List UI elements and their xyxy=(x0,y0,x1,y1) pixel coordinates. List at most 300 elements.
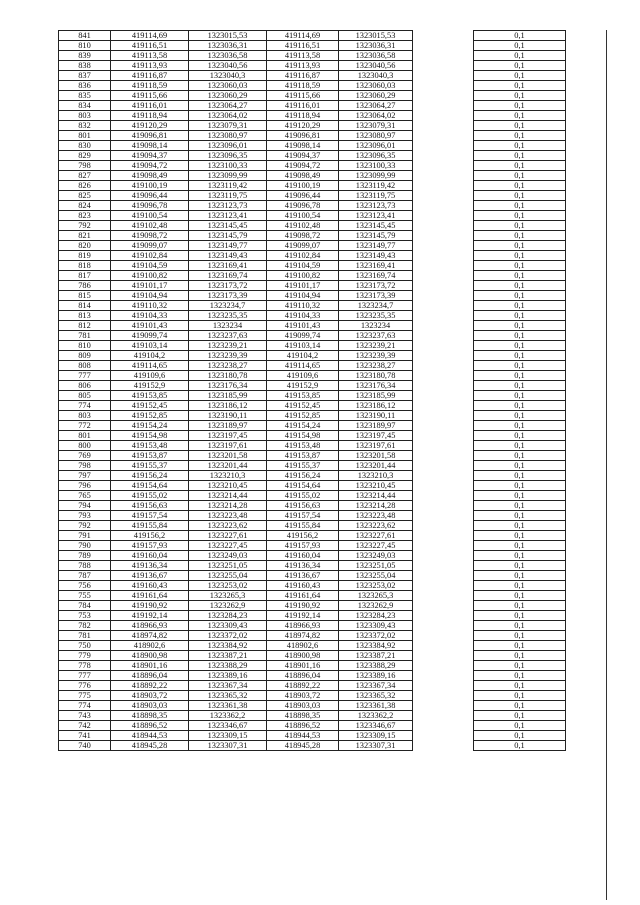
x-cell: 419190,92 xyxy=(267,601,339,611)
x-cell: 419154,98 xyxy=(267,431,339,441)
x-cell: 419104,2 xyxy=(111,351,189,361)
accuracy-cell: 0,1 xyxy=(474,141,566,151)
accuracy-cell: 0,1 xyxy=(474,91,566,101)
table-row xyxy=(59,491,566,501)
y-cell: 1323015,53 xyxy=(339,31,413,41)
x-cell: 419101,17 xyxy=(267,281,339,291)
y-cell: 1323079,31 xyxy=(189,121,267,131)
table-row xyxy=(59,551,566,561)
table-row xyxy=(59,571,566,581)
point-number-cell: 772 xyxy=(59,421,111,431)
y-cell: 1323185,99 xyxy=(189,391,267,401)
accuracy-cell: 0,1 xyxy=(474,321,566,331)
point-number-cell: 836 xyxy=(59,81,111,91)
point-number-cell: 777 xyxy=(59,671,111,681)
y-cell: 1323239,39 xyxy=(339,351,413,361)
table-row xyxy=(59,201,566,211)
x-cell: 418945,28 xyxy=(267,741,339,751)
table-row xyxy=(59,741,566,751)
table-row xyxy=(59,371,566,381)
y-cell: 1323234,7 xyxy=(339,301,413,311)
x-cell: 419114,65 xyxy=(111,361,189,371)
x-cell: 419098,49 xyxy=(267,171,339,181)
y-cell: 1323227,45 xyxy=(189,541,267,551)
x-cell: 419160,04 xyxy=(111,551,189,561)
y-cell: 1323223,62 xyxy=(189,521,267,531)
y-cell: 1323096,35 xyxy=(189,151,267,161)
table-row xyxy=(59,191,566,201)
y-cell: 1323389,16 xyxy=(339,671,413,681)
point-number-cell: 815 xyxy=(59,291,111,301)
spacer-cell xyxy=(413,181,474,191)
x-cell: 418901,16 xyxy=(267,661,339,671)
x-cell: 419096,78 xyxy=(111,201,189,211)
x-cell: 419094,72 xyxy=(267,161,339,171)
spacer-cell xyxy=(413,131,474,141)
y-cell: 1323367,34 xyxy=(189,681,267,691)
x-cell: 419115,66 xyxy=(111,91,189,101)
x-cell: 419118,59 xyxy=(267,81,339,91)
spacer-cell xyxy=(413,281,474,291)
x-cell: 419096,44 xyxy=(267,191,339,201)
x-cell: 419100,19 xyxy=(267,181,339,191)
point-number-cell: 765 xyxy=(59,491,111,501)
spacer-cell xyxy=(413,201,474,211)
y-cell: 1323362,2 xyxy=(189,711,267,721)
x-cell: 419113,58 xyxy=(267,51,339,61)
table-row xyxy=(59,681,566,691)
table-row xyxy=(59,31,566,41)
x-cell: 418898,35 xyxy=(267,711,339,721)
x-cell: 419115,66 xyxy=(267,91,339,101)
point-number-cell: 792 xyxy=(59,221,111,231)
table-row xyxy=(59,351,566,361)
y-cell: 1323036,58 xyxy=(339,51,413,61)
point-number-cell: 820 xyxy=(59,241,111,251)
y-cell: 1323253,02 xyxy=(189,581,267,591)
accuracy-cell: 0,1 xyxy=(474,581,566,591)
x-cell: 419100,54 xyxy=(111,211,189,221)
x-cell: 419102,48 xyxy=(111,221,189,231)
point-number-cell: 800 xyxy=(59,441,111,451)
y-cell: 1323099,99 xyxy=(189,171,267,181)
y-cell: 1323123,41 xyxy=(189,211,267,221)
table-row xyxy=(59,91,566,101)
x-cell: 419094,72 xyxy=(111,161,189,171)
table-row xyxy=(59,231,566,241)
y-cell: 1323186,12 xyxy=(189,401,267,411)
spacer-cell xyxy=(413,401,474,411)
point-number-cell: 838 xyxy=(59,61,111,71)
x-cell: 418903,72 xyxy=(267,691,339,701)
accuracy-cell: 0,1 xyxy=(474,411,566,421)
point-number-cell: 791 xyxy=(59,531,111,541)
spacer-cell xyxy=(413,121,474,131)
x-cell: 419120,29 xyxy=(111,121,189,131)
x-cell: 418903,72 xyxy=(111,691,189,701)
y-cell: 1323365,32 xyxy=(339,691,413,701)
accuracy-cell: 0,1 xyxy=(474,271,566,281)
y-cell: 1323214,44 xyxy=(339,491,413,501)
table-row xyxy=(59,411,566,421)
x-cell: 419102,48 xyxy=(267,221,339,231)
table-row xyxy=(59,691,566,701)
accuracy-cell: 0,1 xyxy=(474,421,566,431)
x-cell: 419136,67 xyxy=(111,571,189,581)
spacer-cell xyxy=(413,681,474,691)
y-cell: 1323173,39 xyxy=(189,291,267,301)
accuracy-cell: 0,1 xyxy=(474,531,566,541)
x-cell: 419152,9 xyxy=(111,381,189,391)
y-cell: 1323036,58 xyxy=(189,51,267,61)
table-row xyxy=(59,581,566,591)
x-cell: 419154,24 xyxy=(267,421,339,431)
x-cell: 418892,22 xyxy=(267,681,339,691)
accuracy-cell: 0,1 xyxy=(474,181,566,191)
spacer-cell xyxy=(413,491,474,501)
y-cell: 1323119,42 xyxy=(189,181,267,191)
x-cell: 419116,51 xyxy=(111,41,189,51)
y-cell: 1323149,43 xyxy=(339,251,413,261)
x-cell: 419157,93 xyxy=(111,541,189,551)
spacer-cell xyxy=(413,741,474,751)
point-number-cell: 823 xyxy=(59,211,111,221)
point-number-cell: 809 xyxy=(59,351,111,361)
x-cell: 419155,02 xyxy=(111,491,189,501)
accuracy-cell: 0,1 xyxy=(474,71,566,81)
table-row xyxy=(59,241,566,251)
table-row xyxy=(59,441,566,451)
accuracy-cell: 0,1 xyxy=(474,701,566,711)
y-cell: 1323123,73 xyxy=(339,201,413,211)
x-cell: 419113,93 xyxy=(267,61,339,71)
spacer-cell xyxy=(413,151,474,161)
spacer-cell xyxy=(413,581,474,591)
y-cell: 1323362,2 xyxy=(339,711,413,721)
spacer-cell xyxy=(413,711,474,721)
table-row xyxy=(59,111,566,121)
accuracy-cell: 0,1 xyxy=(474,561,566,571)
table-row xyxy=(59,41,566,51)
x-cell: 419118,59 xyxy=(111,81,189,91)
point-number-cell: 792 xyxy=(59,521,111,531)
x-cell: 419156,24 xyxy=(111,471,189,481)
table-row xyxy=(59,321,566,331)
point-number-cell: 796 xyxy=(59,481,111,491)
point-number-cell: 784 xyxy=(59,601,111,611)
spacer-cell xyxy=(413,51,474,61)
spacer-cell xyxy=(413,381,474,391)
point-number-cell: 794 xyxy=(59,501,111,511)
accuracy-cell: 0,1 xyxy=(474,441,566,451)
x-cell: 419136,67 xyxy=(267,571,339,581)
x-cell: 419157,54 xyxy=(267,511,339,521)
spacer-cell xyxy=(413,301,474,311)
accuracy-cell: 0,1 xyxy=(474,571,566,581)
coordinates-table xyxy=(58,30,566,751)
point-number-cell: 803 xyxy=(59,411,111,421)
accuracy-cell: 0,1 xyxy=(474,681,566,691)
accuracy-cell: 0,1 xyxy=(474,391,566,401)
accuracy-cell: 0,1 xyxy=(474,301,566,311)
y-cell: 1323367,34 xyxy=(339,681,413,691)
y-cell: 1323197,45 xyxy=(189,431,267,441)
spacer-cell xyxy=(413,251,474,261)
x-cell: 419096,44 xyxy=(111,191,189,201)
spacer-cell xyxy=(413,211,474,221)
accuracy-cell: 0,1 xyxy=(474,541,566,551)
x-cell: 418896,04 xyxy=(267,671,339,681)
x-cell: 419116,01 xyxy=(111,101,189,111)
y-cell: 1323060,03 xyxy=(339,81,413,91)
table-row xyxy=(59,151,566,161)
x-cell: 418966,93 xyxy=(267,621,339,631)
y-cell: 1323223,62 xyxy=(339,521,413,531)
y-cell: 1323040,56 xyxy=(189,61,267,71)
y-cell: 1323214,28 xyxy=(189,501,267,511)
x-cell: 419116,01 xyxy=(267,101,339,111)
x-cell: 419113,58 xyxy=(111,51,189,61)
y-cell: 1323346,67 xyxy=(189,721,267,731)
table-row xyxy=(59,521,566,531)
spacer-cell xyxy=(413,621,474,631)
x-cell: 419104,59 xyxy=(111,261,189,271)
point-number-cell: 786 xyxy=(59,281,111,291)
table-row xyxy=(59,631,566,641)
y-cell: 1323119,75 xyxy=(339,191,413,201)
x-cell: 419098,72 xyxy=(267,231,339,241)
accuracy-cell: 0,1 xyxy=(474,101,566,111)
x-cell: 419104,2 xyxy=(267,351,339,361)
x-cell: 419096,78 xyxy=(267,201,339,211)
y-cell: 1323060,29 xyxy=(189,91,267,101)
x-cell: 419160,04 xyxy=(267,551,339,561)
x-cell: 418896,04 xyxy=(111,671,189,681)
accuracy-cell: 0,1 xyxy=(474,81,566,91)
table-row xyxy=(59,391,566,401)
x-cell: 419157,93 xyxy=(267,541,339,551)
spacer-cell xyxy=(413,671,474,681)
spacer-cell xyxy=(413,291,474,301)
y-cell: 1323190,11 xyxy=(189,411,267,421)
y-cell: 1323079,31 xyxy=(339,121,413,131)
x-cell: 419152,85 xyxy=(267,411,339,421)
y-cell: 1323223,48 xyxy=(339,511,413,521)
y-cell: 1323173,39 xyxy=(339,291,413,301)
x-cell: 418900,98 xyxy=(111,651,189,661)
y-cell: 1323149,77 xyxy=(189,241,267,251)
y-cell: 1323265,3 xyxy=(339,591,413,601)
spacer-cell xyxy=(413,691,474,701)
x-cell: 419110,32 xyxy=(111,301,189,311)
accuracy-cell: 0,1 xyxy=(474,201,566,211)
y-cell: 1323372,02 xyxy=(189,631,267,641)
point-number-cell: 817 xyxy=(59,271,111,281)
x-cell: 419120,29 xyxy=(267,121,339,131)
table-row xyxy=(59,131,566,141)
point-number-cell: 798 xyxy=(59,161,111,171)
y-cell: 1323251,05 xyxy=(339,561,413,571)
x-cell: 419153,48 xyxy=(111,441,189,451)
x-cell: 419101,17 xyxy=(111,281,189,291)
accuracy-cell: 0,1 xyxy=(474,361,566,371)
point-number-cell: 775 xyxy=(59,691,111,701)
spacer-cell xyxy=(413,161,474,171)
x-cell: 419153,87 xyxy=(267,451,339,461)
x-cell: 418974,82 xyxy=(267,631,339,641)
y-cell: 1323180,78 xyxy=(339,371,413,381)
x-cell: 418902,6 xyxy=(111,641,189,651)
y-cell: 1323309,43 xyxy=(189,621,267,631)
y-cell: 1323237,63 xyxy=(189,331,267,341)
y-cell: 1323096,35 xyxy=(339,151,413,161)
table-row xyxy=(59,421,566,431)
y-cell: 1323239,21 xyxy=(189,341,267,351)
accuracy-cell: 0,1 xyxy=(474,121,566,131)
spacer-cell xyxy=(413,191,474,201)
spacer-cell xyxy=(413,411,474,421)
x-cell: 419156,63 xyxy=(267,501,339,511)
x-cell: 419116,51 xyxy=(267,41,339,51)
y-cell: 1323064,27 xyxy=(189,101,267,111)
point-number-cell: 788 xyxy=(59,561,111,571)
spacer-cell xyxy=(413,371,474,381)
y-cell: 1323119,75 xyxy=(189,191,267,201)
y-cell: 1323145,45 xyxy=(339,221,413,231)
spacer-cell xyxy=(413,431,474,441)
point-number-cell: 787 xyxy=(59,571,111,581)
point-number-cell: 813 xyxy=(59,311,111,321)
point-number-cell: 753 xyxy=(59,611,111,621)
y-cell: 1323238,27 xyxy=(339,361,413,371)
table-row xyxy=(59,531,566,541)
spacer-cell xyxy=(413,731,474,741)
point-number-cell: 827 xyxy=(59,171,111,181)
spacer-cell xyxy=(413,701,474,711)
y-cell: 1323197,45 xyxy=(339,431,413,441)
point-number-cell: 798 xyxy=(59,461,111,471)
y-cell: 1323262,9 xyxy=(189,601,267,611)
y-cell: 1323036,31 xyxy=(189,41,267,51)
y-cell: 1323238,27 xyxy=(189,361,267,371)
y-cell: 1323060,03 xyxy=(189,81,267,91)
point-number-cell: 741 xyxy=(59,731,111,741)
spacer-cell xyxy=(413,511,474,521)
spacer-cell xyxy=(413,481,474,491)
table-row xyxy=(59,541,566,551)
x-cell: 418903,03 xyxy=(111,701,189,711)
point-number-cell: 814 xyxy=(59,301,111,311)
y-cell: 1323227,61 xyxy=(339,531,413,541)
accuracy-cell: 0,1 xyxy=(474,281,566,291)
y-cell: 1323185,99 xyxy=(339,391,413,401)
x-cell: 419118,94 xyxy=(111,111,189,121)
table-row xyxy=(59,471,566,481)
spacer-cell xyxy=(413,171,474,181)
accuracy-cell: 0,1 xyxy=(474,131,566,141)
table-row xyxy=(59,261,566,271)
x-cell: 419155,02 xyxy=(267,491,339,501)
y-cell: 1323309,43 xyxy=(339,621,413,631)
y-cell: 1323387,21 xyxy=(189,651,267,661)
spacer-cell xyxy=(413,551,474,561)
y-cell: 1323201,58 xyxy=(189,451,267,461)
y-cell: 1323210,45 xyxy=(189,481,267,491)
point-number-cell: 835 xyxy=(59,91,111,101)
x-cell: 419116,87 xyxy=(111,71,189,81)
point-number-cell: 801 xyxy=(59,431,111,441)
accuracy-cell: 0,1 xyxy=(474,221,566,231)
accuracy-cell: 0,1 xyxy=(474,261,566,271)
y-cell: 1323015,53 xyxy=(189,31,267,41)
y-cell: 1323284,23 xyxy=(339,611,413,621)
point-number-cell: 818 xyxy=(59,261,111,271)
accuracy-cell: 0,1 xyxy=(474,291,566,301)
accuracy-cell: 0,1 xyxy=(474,471,566,481)
x-cell: 419100,82 xyxy=(111,271,189,281)
accuracy-cell: 0,1 xyxy=(474,721,566,731)
x-cell: 419100,54 xyxy=(267,211,339,221)
spacer-cell xyxy=(413,361,474,371)
spacer-cell xyxy=(413,311,474,321)
accuracy-cell: 0,1 xyxy=(474,311,566,321)
point-number-cell: 781 xyxy=(59,331,111,341)
accuracy-cell: 0,1 xyxy=(474,641,566,651)
point-number-cell: 824 xyxy=(59,201,111,211)
point-number-cell: 777 xyxy=(59,371,111,381)
spacer-cell xyxy=(413,321,474,331)
table-row xyxy=(59,51,566,61)
accuracy-cell: 0,1 xyxy=(474,191,566,201)
x-cell: 419113,93 xyxy=(111,61,189,71)
y-cell: 1323262,9 xyxy=(339,601,413,611)
x-cell: 419104,33 xyxy=(267,311,339,321)
accuracy-cell: 0,1 xyxy=(474,431,566,441)
y-cell: 1323388,29 xyxy=(339,661,413,671)
accuracy-cell: 0,1 xyxy=(474,691,566,701)
x-cell: 419156,24 xyxy=(267,471,339,481)
table-row xyxy=(59,81,566,91)
x-cell: 419156,63 xyxy=(111,501,189,511)
spacer-cell xyxy=(413,81,474,91)
point-number-cell: 789 xyxy=(59,551,111,561)
table-row xyxy=(59,361,566,371)
accuracy-cell: 0,1 xyxy=(474,351,566,361)
y-cell: 1323096,01 xyxy=(339,141,413,151)
y-cell: 1323214,28 xyxy=(339,501,413,511)
accuracy-cell: 0,1 xyxy=(474,241,566,251)
spacer-cell xyxy=(413,721,474,731)
spacer-cell xyxy=(413,541,474,551)
x-cell: 419155,37 xyxy=(111,461,189,471)
x-cell: 419101,43 xyxy=(267,321,339,331)
x-cell: 419100,82 xyxy=(267,271,339,281)
y-cell: 1323123,41 xyxy=(339,211,413,221)
accuracy-cell: 0,1 xyxy=(474,211,566,221)
x-cell: 419102,84 xyxy=(111,251,189,261)
point-number-cell: 743 xyxy=(59,711,111,721)
x-cell: 419153,85 xyxy=(267,391,339,401)
y-cell: 1323189,97 xyxy=(339,421,413,431)
x-cell: 419153,85 xyxy=(111,391,189,401)
x-cell: 419096,81 xyxy=(267,131,339,141)
y-cell: 1323255,04 xyxy=(339,571,413,581)
x-cell: 418903,03 xyxy=(267,701,339,711)
y-cell: 1323265,3 xyxy=(189,591,267,601)
table-row xyxy=(59,61,566,71)
spacer-cell xyxy=(413,591,474,601)
x-cell: 419152,45 xyxy=(111,401,189,411)
